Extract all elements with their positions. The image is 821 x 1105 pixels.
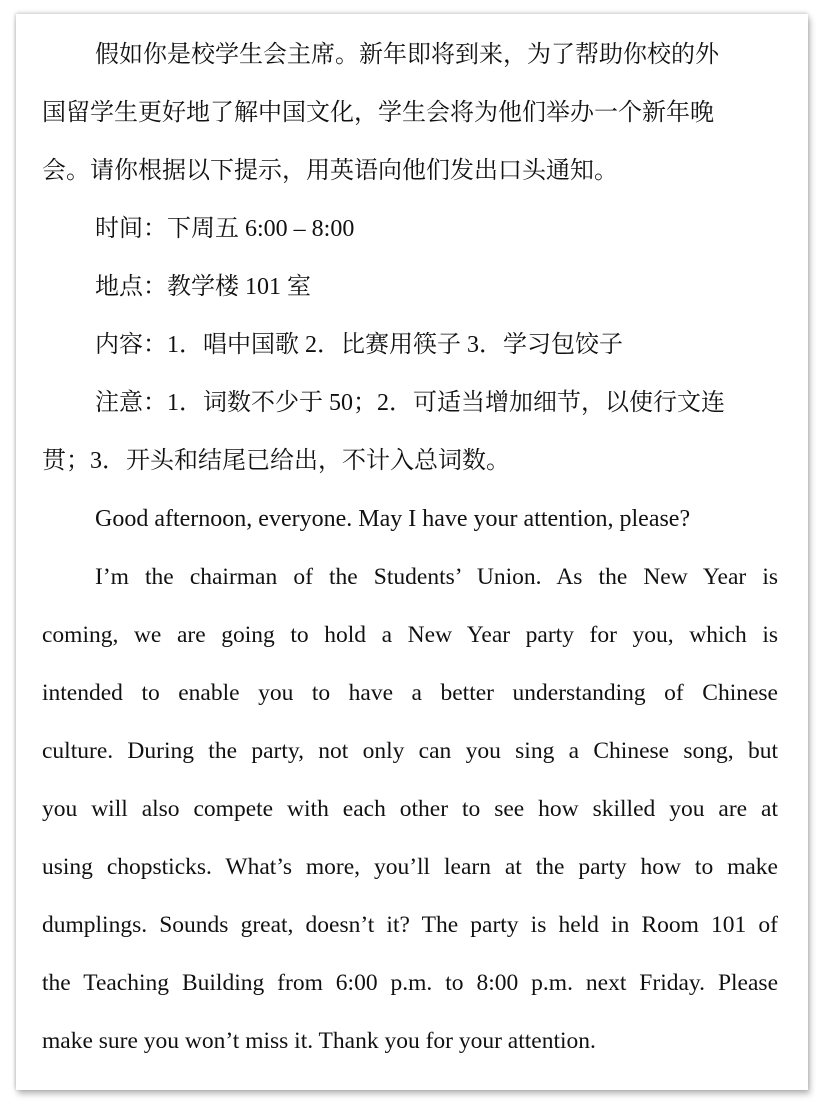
document-content bbox=[42, 26, 778, 1070]
answer-line: you will also compete with each other to see how skilled you are at bbox=[42, 796, 778, 822]
answer-line: coming, we are going to hold a New Year party for you, which is bbox=[42, 622, 778, 648]
answer-line: I’m the chairman of the Students’ Union. As the New Year is bbox=[95, 564, 778, 590]
prompt-line: 假如你是校学生会主席。新年即将到来，为了帮助你校的外 bbox=[95, 42, 719, 68]
answer-closing: make sure you won’t miss it. Thank you for your attention. bbox=[42, 1028, 596, 1054]
answer-line: intended to enable you to have a better understanding of Chinese bbox=[42, 680, 778, 706]
prompt-notes: 注意：1．词数不少于 50；2．可适当增加细节，以使行文连 bbox=[95, 390, 725, 416]
folded-corner-bottom-right bbox=[778, 1060, 808, 1090]
prompt-line: 国留学生更好地了解中国文化，学生会将为他们举办一个新年晚 bbox=[42, 100, 714, 126]
answer-line: the Teaching Building from 6:00 p.m. to 8:00 p.m. next Friday. Please bbox=[42, 970, 778, 996]
prompt-line: 会。请你根据以下提示，用英语向他们发出口头通知。 bbox=[42, 158, 618, 184]
prompt-notes: 贯；3．开头和结尾已给出，不计入总词数。 bbox=[42, 448, 510, 474]
folded-corner-top-left bbox=[16, 14, 56, 54]
answer-line: culture. During the party, not only can you sing a Chinese song, but bbox=[42, 738, 778, 764]
answer-line: dumplings. Sounds great, doesn’t it? The party is held in Room 101 of bbox=[42, 912, 778, 938]
prompt-time: 时间：下周五 6:00 – 8:00 bbox=[95, 216, 355, 242]
prompt-content: 内容：1．唱中国歌 2．比赛用筷子 3．学习包饺子 bbox=[95, 332, 623, 358]
answer-opening: Good afternoon, everyone. May I have your attention, please? bbox=[95, 506, 691, 532]
answer-line: using chopsticks. What’s more, you’ll learn at the party how to make bbox=[42, 854, 778, 880]
prompt-place: 地点：教学楼 101 室 bbox=[95, 274, 311, 300]
